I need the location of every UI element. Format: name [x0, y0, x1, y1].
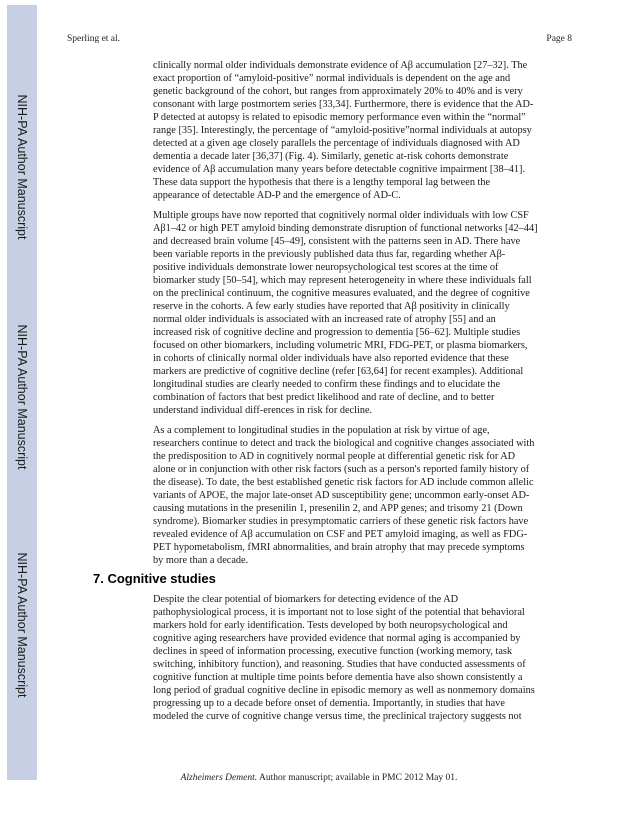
text-line: cognitive aging researchers have provided evidence that normal aging is accompanied by [153, 633, 521, 644]
text-line: long period of gradual cognitive decline in episodic memory as well as nonmemory domains [153, 685, 535, 696]
text-line: the disease). To date, the best established genetic risk factors for AD include common allelic [153, 477, 534, 488]
text-line: by more than a decade. [153, 555, 249, 566]
text-line: cognitive function at multiple time points before dementia have also shown consistently a [153, 672, 523, 683]
paragraph-2 [153, 209, 545, 417]
text-line: focused on other biomarkers, including volumetric MRI, FDG-PET, or plasma biomarkers, [153, 340, 528, 351]
text-line: consonant with large postmortem series [33,34]. Furthermore, there is evidence that the AD- [153, 99, 534, 110]
section-paragraph [153, 593, 545, 723]
section-text [153, 593, 545, 730]
text-line: genetic background of the cohort, but ranges from approximately 20% to 40% and is very [153, 86, 523, 97]
text-line: revealed evidence of Aβ accumulation on CSF and PET amyloid imaging, as well as FDG- [153, 529, 528, 540]
text-line: increased risk of cognitive decline and progression to dementia [56–62]. Multiple studies [153, 327, 521, 338]
text-line: modeled the curve of cognitive change versus time, the preclinical trajectory suggests not [153, 711, 522, 722]
text-line: positive individuals demonstrate lower neuropsychological test scores at the time of [153, 262, 499, 273]
text-line: progressing up to a decade before onset of dementia. Importantly, in studies that have [153, 698, 505, 709]
text-line: Aβ1–42 or high PET amyloid binding demonstrate disruption of functional networks [42–44] [153, 223, 538, 234]
text-line: biomarker study [50–54], which may represent heterogeneity in where these individuals fall [153, 275, 532, 286]
text-line: markers are predictive of cognitive decline (refer [63,64] for recent examples). Additional [153, 366, 524, 377]
paragraph-3 [153, 424, 545, 567]
text-line: and decreased brain volume [45–49], consistent with the patterns seen in AD. There have [153, 236, 521, 247]
page-number: Page 8 [546, 34, 572, 44]
text-line: PET hypometabolism, fMRI abnormalities, and brain atrophy that may precede symptoms [153, 542, 525, 553]
text-line: the predisposition to AD in cognitively normal people at differential genetic risk for AD [153, 451, 516, 462]
main-text [153, 59, 545, 574]
text-line: on the preclinical continuum, the cognitive measures evaluated, and the degree of cognitive [153, 288, 530, 299]
text-line: These data support the hypothesis that there is a lengthy temporal lag between the [153, 177, 491, 188]
text-line: dementia a decade later [36,37] (Fig. 4). Similarly, genetic at-risk cohorts demonstrate [153, 151, 509, 162]
text-line: been variable reports in the previously published data thus far, regarding whether Aβ- [153, 249, 506, 260]
text-line: evidence of Aβ accumulation many years before detectable cognitive impairment [38–41]. [153, 164, 526, 175]
paragraph-1 [153, 59, 545, 202]
text-line: As a complement to longitudinal studies in the population at risk by virtue of age, [153, 425, 490, 436]
text-line: switching, inhibitory function), and reasoning. Studies that have conducted assessments of [153, 659, 526, 670]
text-line: variants of APOE, the major late-onset AD susceptibility gene; uncommon early-onset AD- [153, 490, 530, 501]
section-heading: 7. Cognitive studies [93, 571, 216, 586]
text-line: declines in speed of information processing, executive function (working memory, task [153, 646, 513, 657]
text-line: in cohorts of clinically normal older individuals have also reported evidence that these [153, 353, 509, 364]
text-line: pathophysiological process, it is important not to lose sight of the potential that behavioral [153, 607, 525, 618]
text-line: detected at a given age closely parallels the percentage of individuals diagnosed with AD [153, 138, 520, 149]
text-line: exact proportion of “amyloid-positive” normal individuals is dependent on the age and [153, 73, 511, 84]
text-line: syndrome). Biomarker studies in presymptomatic carriers of these genetic risk factors have [153, 516, 529, 527]
text-line: reserve in the cohorts. A few early studies have reported that Aβ positivity in clinically [153, 301, 510, 312]
text-line: markers hold for early identification. Tests developed by both neuropsychological and [153, 620, 508, 631]
text-line: appearance of detectable AD-P and the emergence of AD-C. [153, 190, 401, 201]
text-line: normal older individuals is associated with an increased rate of atrophy [55] and an [153, 314, 496, 325]
footer-availability: Author manuscript; available in PMC 2012 May 01. [257, 773, 458, 783]
journal-name: Alzheimers Dement. [180, 773, 258, 783]
text-line: researchers continue to detect and track the biological and cognitive changes associated with [153, 438, 535, 449]
text-line: Multiple groups have now reported that cognitively normal older individuals with low CSF [153, 210, 529, 221]
text-line: understand individual diff-erences in risk for decline. [153, 405, 373, 416]
text-line: range [35]. Interestingly, the percentage of “amyloid-positive”normal individuals at autopsy [153, 125, 532, 136]
text-line: combination of factors that best predict likelihood and rate of decline, and to better [153, 392, 495, 403]
text-line: Despite the clear potential of biomarkers for detecting evidence of the AD [153, 594, 459, 605]
text-line: causing mutations in the presenilin 1, presenilin 2, and APP genes; and trisomy 21 (Down [153, 503, 523, 514]
text-line: P detected at autopsy is related to episodic memory performance even within the “normal” [153, 112, 526, 123]
nih-pa-sidebar: NIH-PA Author Manuscript NIH-PA Author Manuscript NIH-PA Author Manuscript [7, 5, 37, 780]
text-line: alone or in conjunction with other risk factors (such as a person's reported family history of [153, 464, 530, 475]
text-line: longitudinal studies are clearly needed to confirm these findings and to elucidate the [153, 379, 501, 390]
running-head-authors: Sperling et al. [67, 34, 121, 44]
text-line: clinically normal older individuals demonstrate evidence of Aβ accumulation [27–32]. The [153, 60, 528, 71]
footer-citation [0, 773, 638, 783]
